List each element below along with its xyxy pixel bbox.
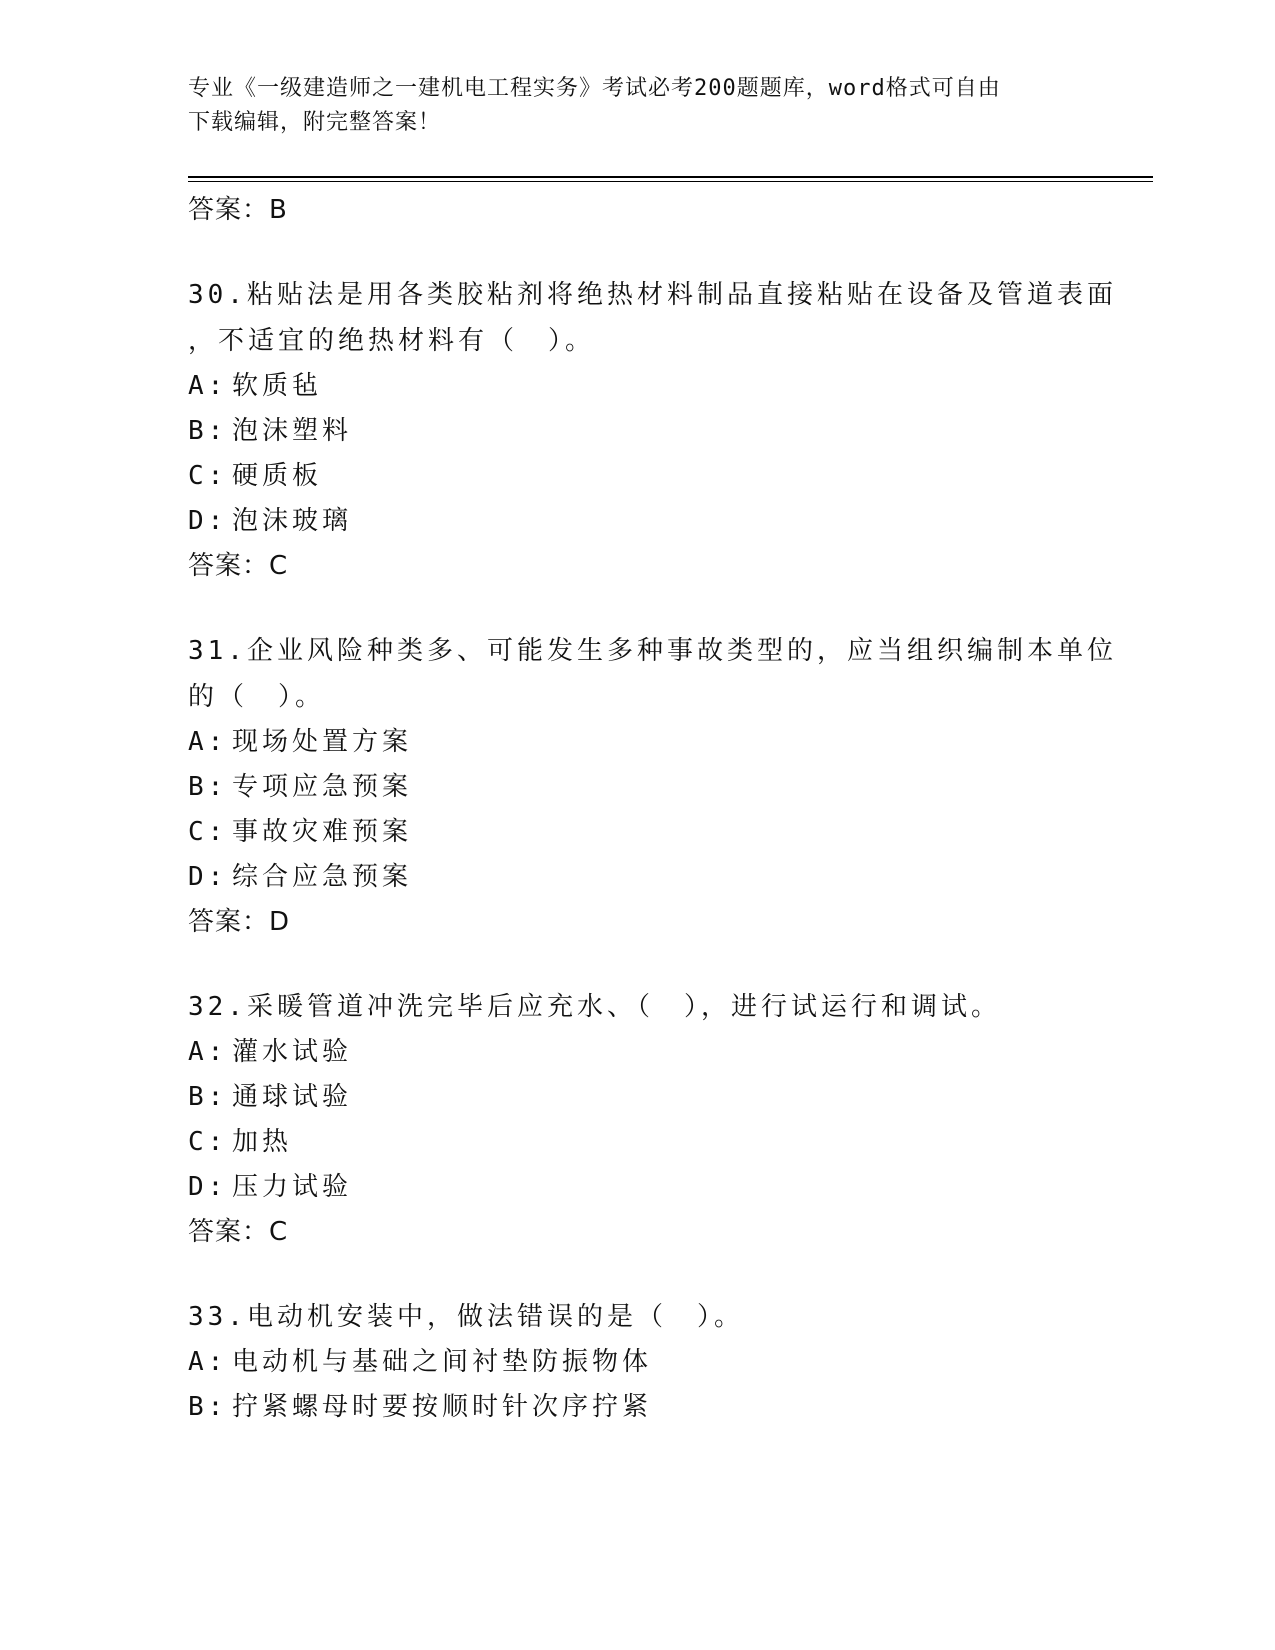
answer-label: 答案： [188, 551, 270, 581]
header-rule-thick [188, 176, 1153, 178]
option-b [188, 765, 1088, 810]
answer-label: 答案： [188, 1217, 270, 1247]
header-line-2: 下载编辑，附完整答案！ [188, 110, 442, 135]
option-text: 泡沫玻璃 [232, 506, 353, 536]
question-stem [188, 272, 1117, 364]
option-text: 软质毡 [232, 371, 323, 401]
option-text: 灌水试验 [232, 1037, 353, 1067]
question-stem-line: ，不适宜的绝热材料有（ ）。 [188, 326, 596, 356]
answer [188, 900, 1088, 944]
option-text: 电动机与基础之间衬垫防振物体 [232, 1347, 653, 1377]
option-letter: B: [188, 772, 228, 802]
option-text: 硬质板 [232, 461, 323, 491]
answer-value: C [269, 1217, 289, 1247]
option-a [188, 720, 1088, 765]
option-a [188, 364, 1088, 409]
header-line-1: 专业《一级建造师之一建机电工程实务》考试必考200题题库，word格式可自由 [188, 76, 1001, 101]
option-letter: D: [188, 862, 228, 892]
question-stem-line: 的（ ）。 [188, 682, 326, 712]
option-text: 事故灾难预案 [232, 817, 413, 847]
option-c [188, 454, 1088, 499]
question-stem [188, 1294, 1088, 1340]
question-33 [188, 1294, 1088, 1430]
option-text: 专项应急预案 [232, 772, 413, 802]
option-letter: A: [188, 1347, 228, 1377]
option-b [188, 1075, 1088, 1120]
previous-answer [188, 188, 1088, 232]
option-letter: D: [188, 1172, 228, 1202]
question-stem-line: 32.采暖管道冲洗完毕后应充水、（ ），进行试运行和调试。 [188, 992, 1001, 1022]
question-stem-line: 33.电动机安装中，做法错误的是（ ）。 [188, 1302, 744, 1332]
option-letter: B: [188, 1392, 228, 1422]
document-header [188, 72, 1078, 140]
option-text: 拧紧螺母时要按顺时针次序拧紧 [232, 1392, 653, 1422]
option-letter: A: [188, 1037, 228, 1067]
option-text: 泡沫塑料 [232, 416, 353, 446]
question-stem [188, 628, 1117, 720]
option-c [188, 1120, 1088, 1165]
option-a [188, 1030, 1088, 1075]
answer [188, 1210, 1088, 1254]
option-text: 压力试验 [232, 1172, 353, 1202]
answer-label: 答案： [188, 907, 270, 937]
option-letter: B: [188, 416, 228, 446]
option-text: 现场处置方案 [232, 727, 413, 757]
question-stem-line: 30.粘贴法是用各类胶粘剂将绝热材料制品直接粘贴在设备及管道表面 [188, 280, 1117, 310]
option-d [188, 499, 1088, 544]
option-text: 加热 [232, 1127, 293, 1157]
header-rule-thin [188, 181, 1153, 182]
answer-label: 答案： [188, 195, 270, 225]
option-b [188, 409, 1088, 454]
option-c [188, 810, 1088, 855]
option-b [188, 1385, 1088, 1430]
answer-value: C [269, 551, 289, 581]
answer-value: B [269, 195, 288, 225]
option-letter: C: [188, 1127, 228, 1157]
option-letter: A: [188, 727, 228, 757]
option-letter: C: [188, 817, 228, 847]
option-text: 通球试验 [232, 1082, 353, 1112]
option-a [188, 1340, 1088, 1385]
question-30 [188, 272, 1117, 588]
option-letter: D: [188, 506, 228, 536]
answer-value: D [269, 907, 291, 937]
option-letter: C: [188, 461, 228, 491]
question-32 [188, 984, 1088, 1254]
option-letter: A: [188, 371, 228, 401]
option-letter: B: [188, 1082, 228, 1112]
answer [188, 544, 1088, 588]
question-list [188, 188, 1117, 1430]
question-31 [188, 628, 1117, 944]
question-stem-line: 31.企业风险种类多、可能发生多种事故类型的，应当组织编制本单位 [188, 636, 1117, 666]
option-d [188, 855, 1088, 900]
question-stem [188, 984, 1088, 1030]
option-text: 综合应急预案 [232, 862, 413, 892]
option-d [188, 1165, 1088, 1210]
